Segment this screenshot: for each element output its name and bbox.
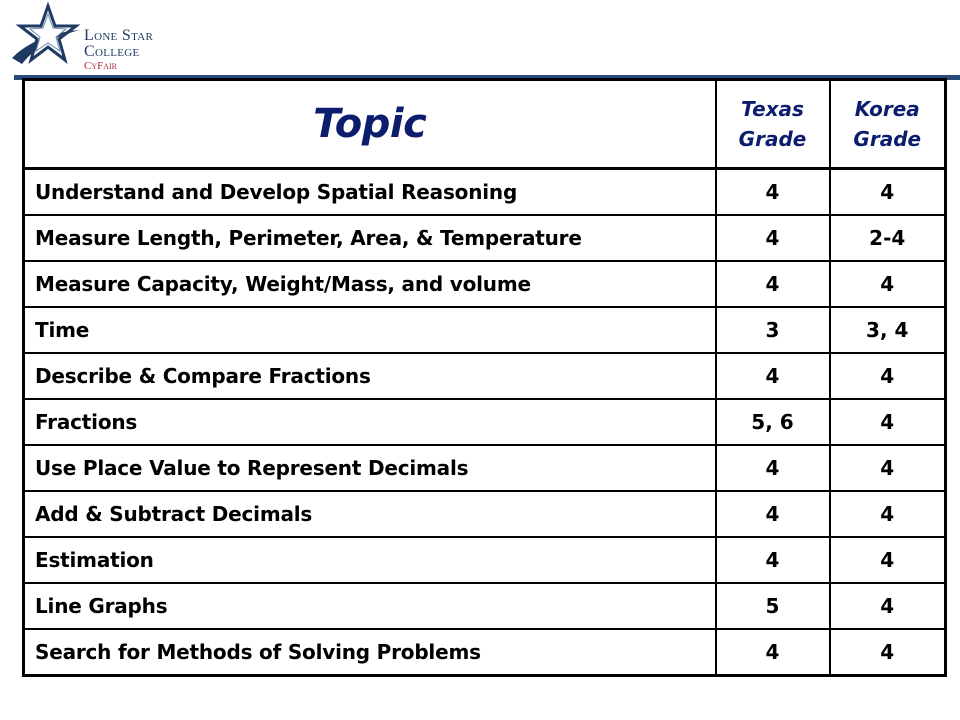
table-row <box>24 445 946 491</box>
korea-grade-cell: 4 <box>830 445 946 491</box>
texas-grade-cell: 4 <box>716 261 830 307</box>
korea-grade-cell: 4 <box>830 261 946 307</box>
texas-grade-cell: 5 <box>716 583 830 629</box>
korea-grade-cell: 4 <box>830 537 946 583</box>
topic-cell: Search for Methods of Solving Problems <box>24 629 716 676</box>
table-header-row <box>24 80 946 169</box>
table-row <box>24 399 946 445</box>
topic-cell: Describe & Compare Fractions <box>24 353 716 399</box>
topic-cell: Measure Capacity, Weight/Mass, and volume <box>24 261 716 307</box>
logo-line-2: College <box>84 43 140 60</box>
korea-grade-cell: 4 <box>830 399 946 445</box>
topic-cell: Estimation <box>24 537 716 583</box>
star-icon <box>8 2 88 78</box>
texas-grade-cell: 5, 6 <box>716 399 830 445</box>
texas-grade-cell: 3 <box>716 307 830 353</box>
korea-grade-cell: 3, 4 <box>830 307 946 353</box>
texas-grade-cell: 4 <box>716 629 830 676</box>
korea-grade-cell: 4 <box>830 491 946 537</box>
korea-header-line-1: Korea <box>854 97 920 121</box>
texas-grade-cell: 4 <box>716 169 830 216</box>
logo-line-3: CyFair <box>84 60 118 72</box>
logo-line-1: Lone Star <box>84 27 154 44</box>
grade-comparison-table <box>22 78 947 677</box>
table-row <box>24 307 946 353</box>
korea-grade-cell: 4 <box>830 629 946 676</box>
texas-grade-cell: 4 <box>716 537 830 583</box>
texas-grade-cell: 4 <box>716 491 830 537</box>
korea-grade-cell: 2-4 <box>830 215 946 261</box>
texas-grade-cell: 4 <box>716 353 830 399</box>
texas-grade-cell: 4 <box>716 215 830 261</box>
table-row <box>24 215 946 261</box>
texas-grade-header <box>716 80 830 169</box>
topic-cell: Use Place Value to Represent Decimals <box>24 445 716 491</box>
table-row <box>24 491 946 537</box>
table-row <box>24 261 946 307</box>
korea-grade-cell: 4 <box>830 353 946 399</box>
topic-cell: Add & Subtract Decimals <box>24 491 716 537</box>
table-row <box>24 583 946 629</box>
topic-cell: Measure Length, Perimeter, Area, & Temperature <box>24 215 716 261</box>
korea-grade-cell: 4 <box>830 583 946 629</box>
table-row <box>24 629 946 676</box>
texas-header-line-1: Texas <box>741 97 804 121</box>
texas-header-line-2: Grade <box>738 127 807 151</box>
topic-cell: Line Graphs <box>24 583 716 629</box>
texas-grade-cell: 4 <box>716 445 830 491</box>
topic-cell: Time <box>24 307 716 353</box>
korea-grade-header <box>830 80 946 169</box>
korea-grade-cell: 4 <box>830 169 946 216</box>
korea-header-line-2: Grade <box>853 127 922 151</box>
topic-header: Topic <box>24 80 716 169</box>
topic-cell: Fractions <box>24 399 716 445</box>
table-row <box>24 353 946 399</box>
logo-wordmark <box>84 28 153 72</box>
table-row <box>24 169 946 216</box>
topic-cell: Understand and Develop Spatial Reasoning <box>24 169 716 216</box>
college-logo <box>8 2 188 78</box>
table-row <box>24 537 946 583</box>
